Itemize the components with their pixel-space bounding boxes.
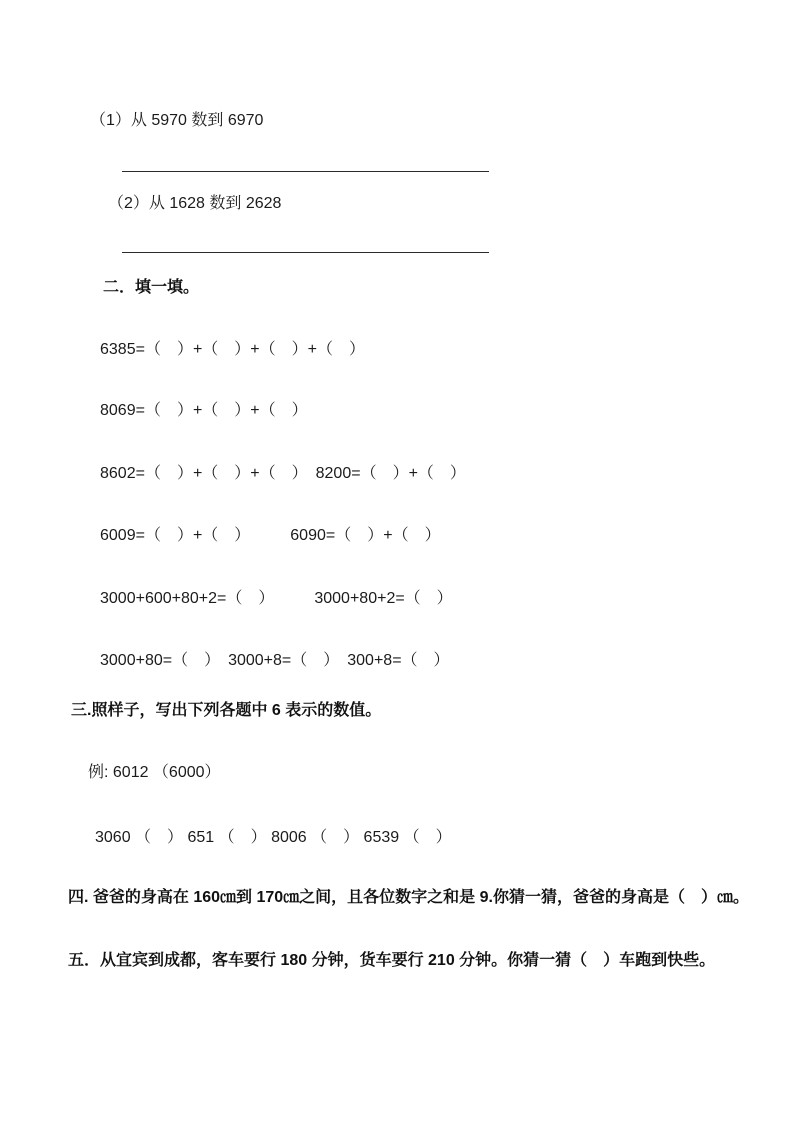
count-task-2: （2）从 1628 数到 2628 [108, 195, 282, 212]
fill-row-6385: 6385=（ ）+（ ）+（ ）+（ ） [100, 341, 365, 358]
answer-line-1 [122, 171, 489, 172]
section-three-heading: 三.照样子，写出下列各题中 6 表示的数值。 [71, 702, 382, 719]
section-four-question: 四. 爸爸的身高在 160㎝到 170㎝之间，且各位数字之和是 9.你猜一猜，爸爸的身高是（ ）㎝。 [68, 889, 749, 906]
fill-row-8069: 8069=（ ）+（ ）+（ ） [100, 402, 308, 419]
fill-row-8602-8200: 8602=（ ）+（ ）+（ ） 8200=（ ）+（ ） [100, 465, 466, 482]
fill-row-sum-1: 3000+600+80+2=（ ） 3000+80+2=（ ） [100, 590, 453, 607]
fill-row-sum-2: 3000+80=（ ） 3000+8=（ ） 300+8=（ ） [100, 652, 450, 669]
fill-row-6009-6090: 6009=（ ）+（ ） 6090=（ ）+（ ） [100, 527, 441, 544]
exercise-line: 3060 （ ） 651 （ ） 8006 （ ） 6539 （ ） [95, 829, 452, 846]
section-five-question: 五．从宜宾到成都，客车要行 180 分钟，货车要行 210 分钟。你猜一猜（ ）车跑到快些。 [68, 952, 716, 969]
example-line: 例: 6012 （6000） [88, 764, 221, 781]
count-task-1: （1）从 5970 数到 6970 [90, 112, 264, 129]
section-two-heading: 二．填一填。 [103, 279, 200, 296]
answer-line-2 [122, 252, 489, 253]
